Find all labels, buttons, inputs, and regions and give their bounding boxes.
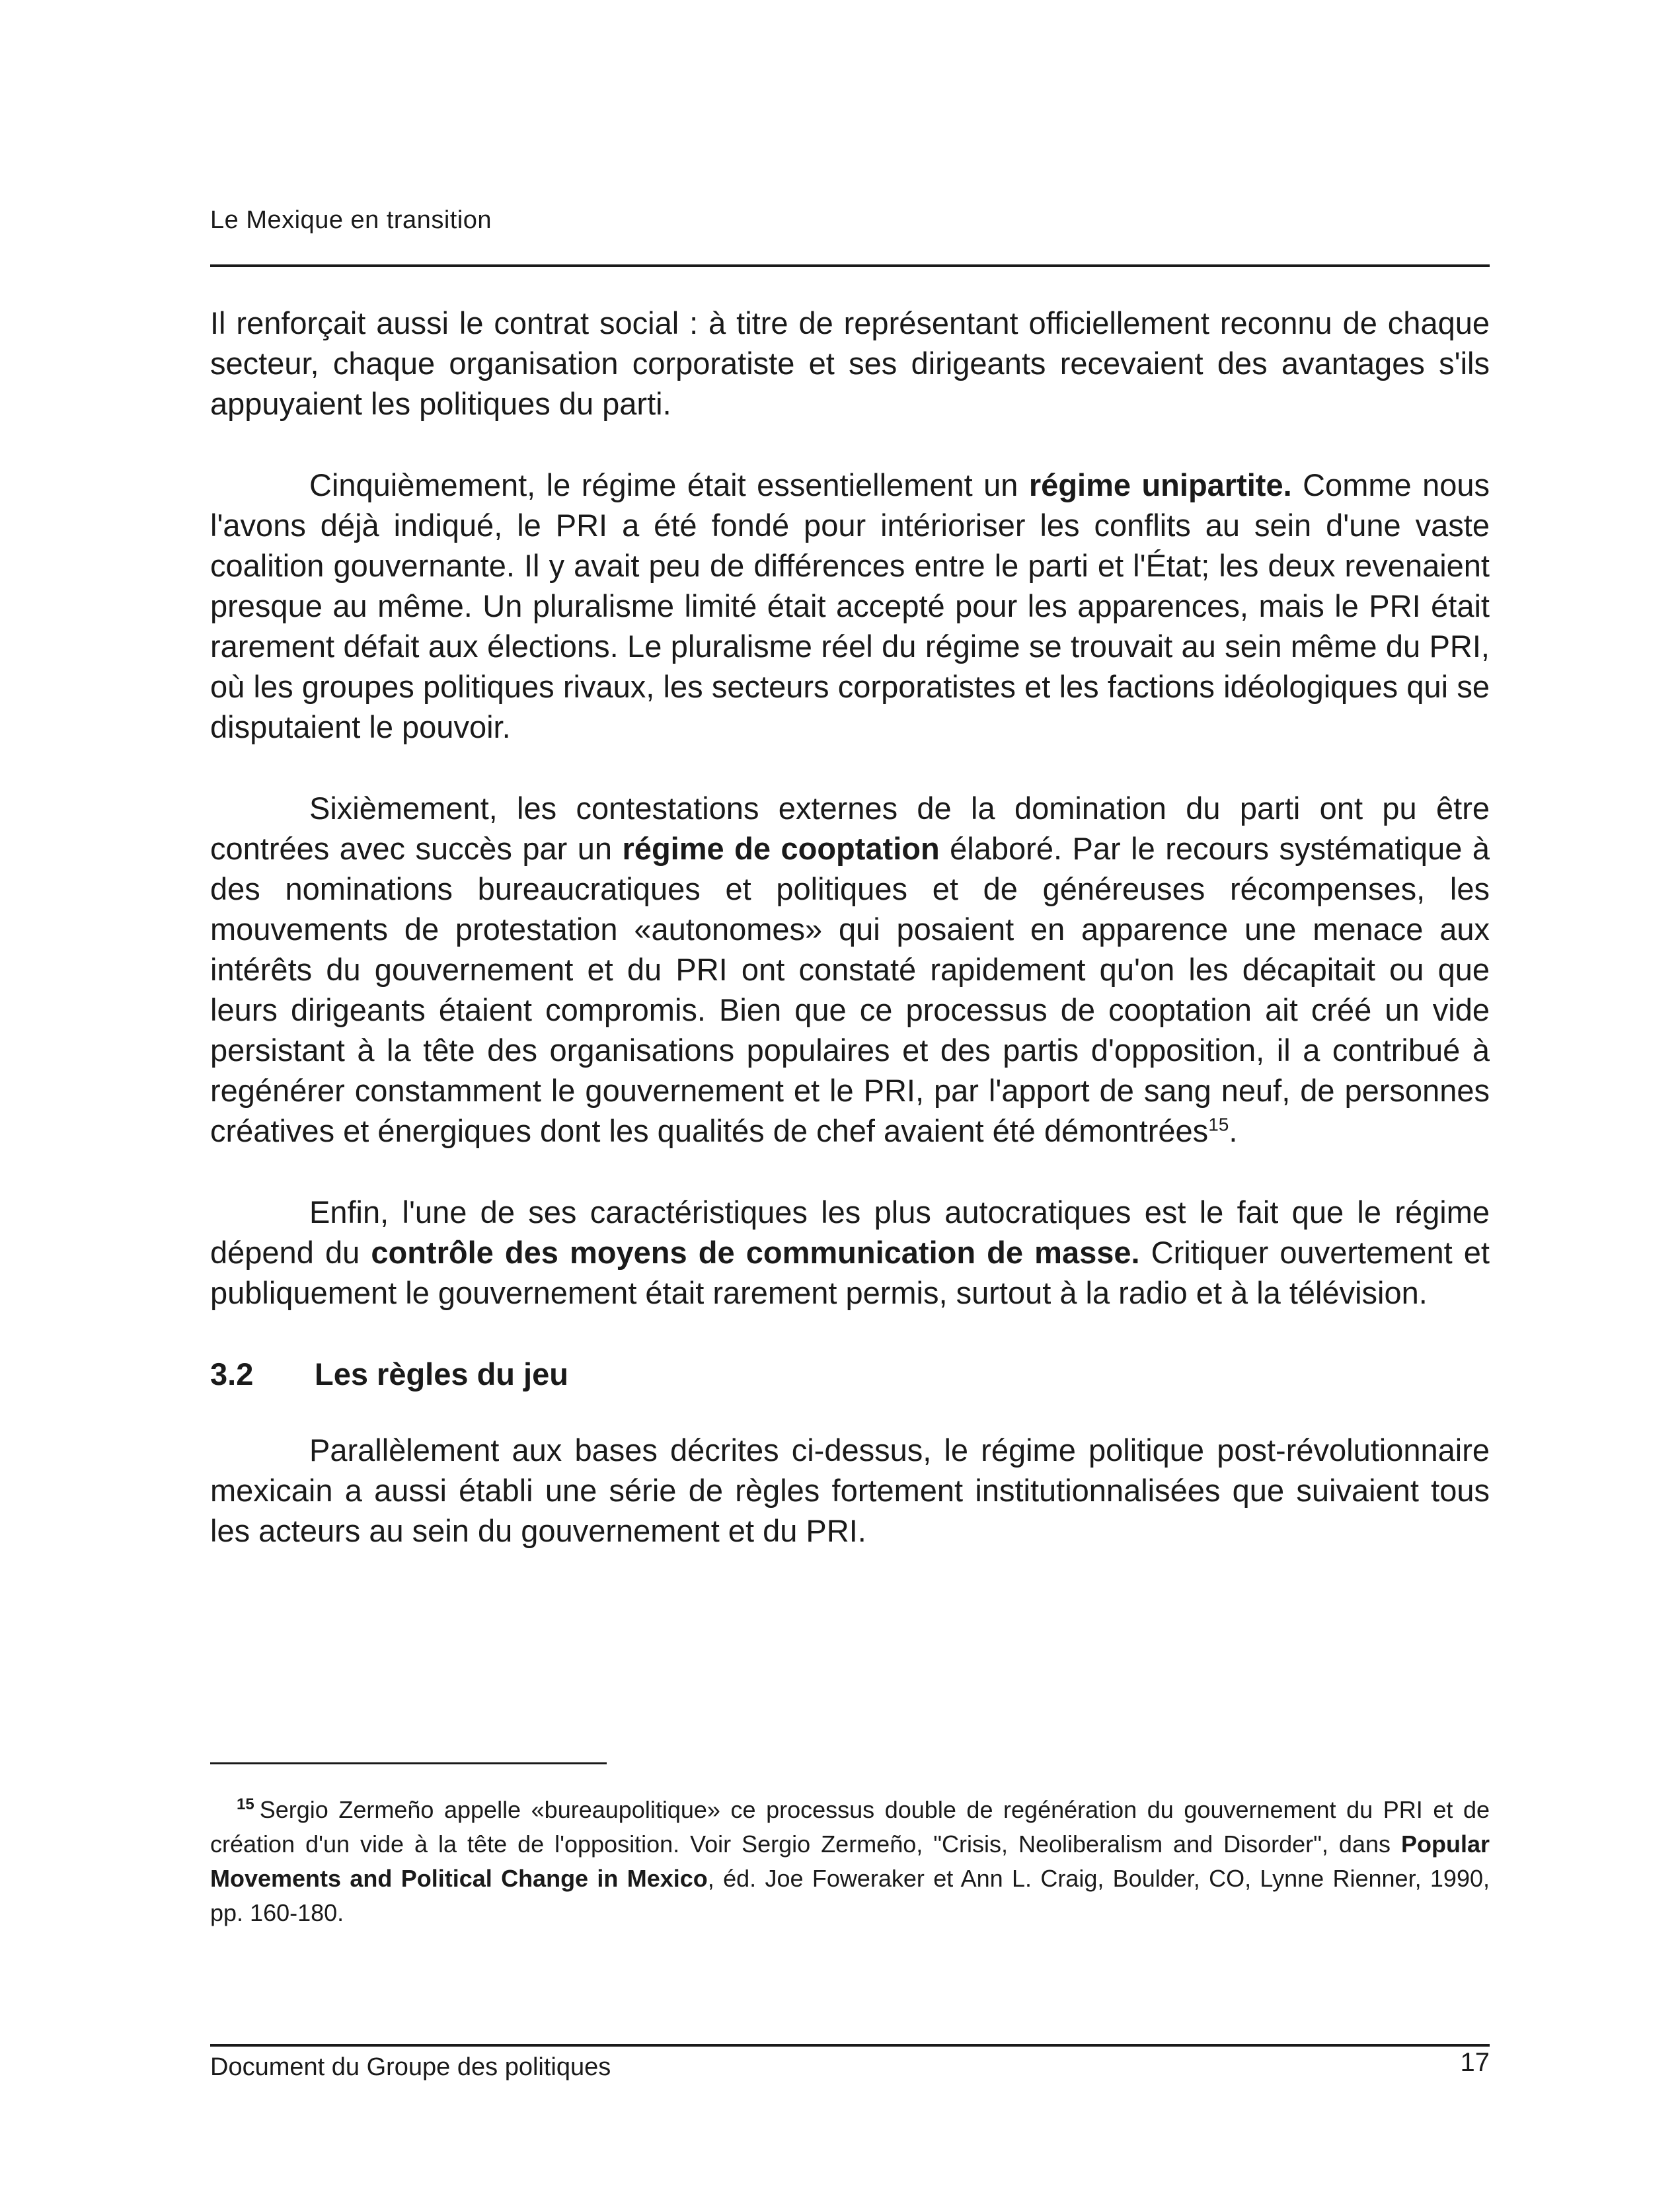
paragraph-3-text: Sixièmement, les contestations externes de la domination du parti ont pu être contrées avec succès par un <box>210 791 1490 866</box>
footnote <box>210 1793 1490 1930</box>
footer-rule <box>210 2044 1490 2047</box>
paragraph-2-text-end: Comme nous l'avons déjà indiqué, le PRI a été fondé pour intérioriser les conflits au sein d'une vaste coalition gouvernante. Il y avait peu de différences entre le parti et l'État; les deux revenaient presque au même. Un pluralisme limité était accepté pour les apparences, mais le PRI était rarement défait aux élections. Le pluralisme réel du régime se trouvait au sein même du PRI, où les groupes politiques rivaux, les secteurs corporatistes et les factions idéologiques qui se disputaient le pouvoir. <box>210 467 1490 744</box>
header-rule <box>210 264 1490 267</box>
footnote-text: Sergio Zermeño appelle «bureaupolitique» ce processus double de regénération du gouvernement du PRI et de création d'un vide à la tête de l'opposition. Voir Sergio Zermeño, "Crisis, Neoliberalism and Disorder", dans <box>210 1796 1490 1858</box>
paragraph-2-text: Cinquièmement, le régime était essentiellement un <box>309 467 1029 502</box>
section-title: Les règles du jeu <box>315 1356 568 1392</box>
paragraph-3-emphasis: régime de cooptation <box>622 831 940 866</box>
section-heading <box>210 1354 1490 1394</box>
footnote-text-end: , éd. Joe Foweraker et Ann L. Craig, Boulder, CO, Lynne Rienner, 1990, pp. 160-180. <box>210 1865 1490 1926</box>
paragraph-4-text: Enfin, l'une de ses caractéristiques les plus autocratiques est le fait que le régime dépend du <box>210 1195 1490 1270</box>
footnote-rule <box>210 1762 607 1764</box>
footnote-book-title: Popular Movements and Political Change in Mexico <box>210 1830 1490 1892</box>
section-number: 3.2 <box>210 1356 254 1392</box>
paragraph-2-emphasis: régime unipartite. <box>1028 467 1292 502</box>
paragraph-1: Il renforçait aussi le contrat social : à titre de représentant officiellement reconnu de chaque secteur, chaque organisation corporatiste et ses dirigeants recevaient des avantages s'ils appuyaient les politiques du parti. <box>210 305 1490 421</box>
paragraph-3 <box>210 788 1490 1151</box>
paragraph-4 <box>210 1192 1490 1313</box>
body-text <box>210 303 1490 1592</box>
paragraph-3-period: . <box>1229 1113 1238 1148</box>
footnote-number: 15 <box>237 1795 254 1813</box>
page-number: 17 <box>1460 2048 1490 2077</box>
paragraph-5: Parallèlement aux bases décrites ci-dessus, le régime politique post-révolutionnaire mexicain a aussi établi une série de règles fortement institutionnalisées que suivaient tous les acteurs au sein du gouvernement et du PRI. <box>210 1433 1490 1548</box>
running-header: Le Mexique en transition <box>210 206 492 234</box>
footnote-reference: 15 <box>1208 1114 1229 1135</box>
paragraph-3-text-end: élaboré. Par le recours systématique à des nominations bureaucratiques et politiques et de généreuses récompenses, les mouvements de protestation «autonomes» qui posaient en apparence une menace aux intérêts du gouvernement et du PRI ont constaté rapidement qu'on les décapitait ou que leurs dirigeants étaient compromis. Bien que ce processus de cooptation ait créé un vide persistant à la tête des organisations populaires et des partis d'opposition, il a contribué à regénérer constamment le gouvernement et le PRI, par l'apport de sang neuf, de personnes créatives et énergiques dont les qualités de chef avaient été démontrées <box>210 831 1490 1148</box>
footer-document-title: Document du Groupe des politiques <box>210 2053 611 2081</box>
paragraph-2 <box>210 465 1490 747</box>
paragraph-4-text-end: Critiquer ouvertement et publiquement le gouvernement était rarement permis, surtout à la radio et à la télévision. <box>210 1235 1490 1310</box>
paragraph-4-emphasis: contrôle des moyens de communication de masse. <box>371 1235 1140 1270</box>
